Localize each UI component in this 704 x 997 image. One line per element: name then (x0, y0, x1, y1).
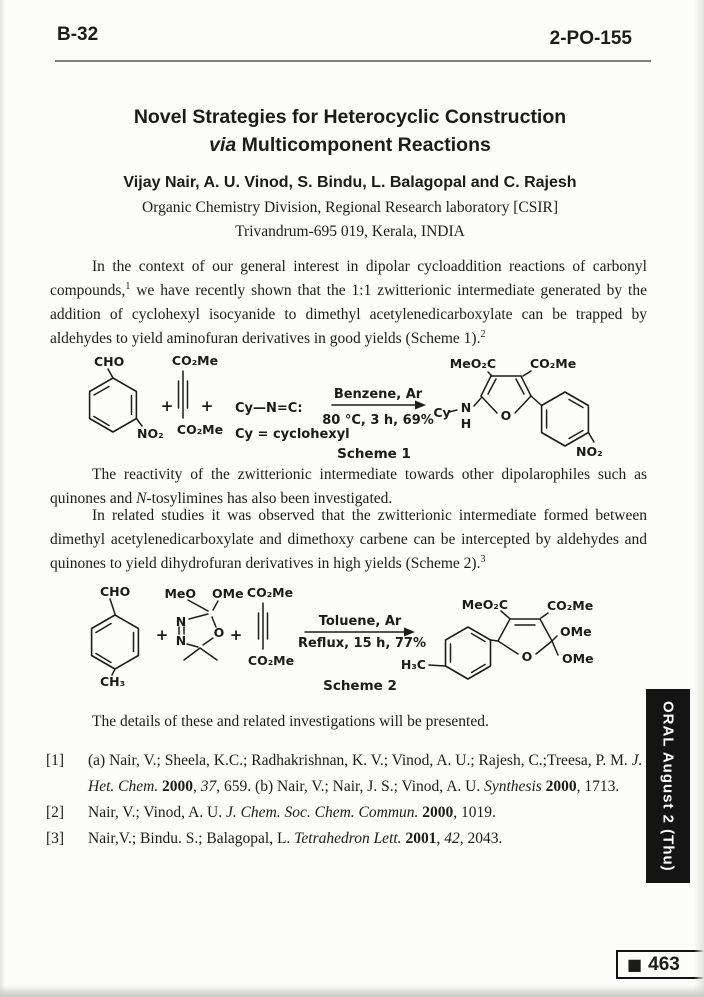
cho-label: CHO (94, 354, 125, 369)
prod-ester-right-label: CO₂Me (530, 356, 577, 371)
cho-label: CHO (100, 584, 131, 599)
paper-title-line1: Novel Strategies for Heterocyclic Construction (133, 106, 567, 128)
n-label: N (460, 400, 472, 415)
reference-list (46, 748, 650, 852)
reference-text: (a) Nair, V.; Sheela, K.C.; Radhakrishnan, K. V.; Vinod, A. U.; Rajesh, C.;Treesa, P. M. J. Het. Chem. 2000, 37, 659. (b) Nair, V.; Nair, J. S.; Vinod, A. U. Synthesis 2000, 1713. (88, 752, 643, 795)
reaction-arrow (298, 614, 426, 651)
affiliation-line1: Organic Chemistry Division, Regional Research laboratory [CSIR] (142, 199, 558, 216)
reaction-arrow (322, 387, 434, 428)
aminofuran-product-structure (433, 356, 602, 459)
plus-sign: + (229, 626, 243, 644)
conditions-top: Toluene, Ar (318, 614, 402, 629)
prod-ome-upper-label: OMe (560, 624, 592, 639)
o-label: O (500, 408, 512, 423)
conditions-bottom: Reflux, 15 h, 77% (297, 636, 427, 651)
ch3-label: CH₃ (100, 674, 126, 689)
oxadiazoline-structure (164, 586, 243, 660)
conditions-top: Benzene, Ar (333, 387, 423, 402)
dmad-structure (172, 353, 223, 437)
dihydrofuran-product-structure (401, 597, 594, 679)
n-label: N (175, 633, 187, 648)
cy-label: Cy (433, 405, 451, 420)
prod-ester-left-label: MeO₂C (461, 597, 508, 612)
paragraph-3: In related studies it was observed that the zwitterionic intermediate formed between dimethyl acetylenedicarboxylate and dimethoxy carbene can be intercepted by aldehydes and quinones to yield dihydrofuran derivatives in high yields (Scheme 2).$^3$ (50, 507, 647, 572)
prod-no2-label: NO₂ (576, 444, 603, 459)
affiliation-line2: Trivandrum-695 019, Kerala, INDIA (235, 223, 465, 240)
scan-edge-right (694, 0, 704, 997)
poster-code: 2-PO-155 (549, 28, 632, 49)
paragraph-1: In the context of our general interest in dipolar cycloaddition reactions of carbonyl compounds,$^1$ we have recently shown that the 1:1 zwitterionic intermediate generated by the addition of cyclohexyl isocyanide to dimethyl acetylenedicarboxylate can be trapped by aldehydes to yield aminofuran derivatives in good yields (Scheme 1).$^2$ (50, 258, 647, 347)
plus-sign: + (160, 397, 174, 415)
conditions-bottom: 80 °C, 3 h, 69% (322, 413, 434, 428)
session-tab: ORAL August 2 (Thu) (646, 689, 690, 883)
scheme2-diagram (38, 583, 658, 713)
h3c-label: H₃C (400, 657, 426, 672)
ester-top-label: CO₂Me (246, 585, 294, 600)
scheme1-caption: Scheme 1 (337, 446, 411, 462)
cy-definition-label: Cy = cyclohexyl (235, 427, 350, 442)
scan-edge-bottom (0, 985, 704, 997)
closing-sentence: The details of these and related investigations will be presented. (92, 713, 489, 730)
plus-sign: + (155, 626, 169, 644)
reference-number: [3] (46, 830, 65, 847)
abstract-code: B-32 (57, 24, 99, 45)
reference-text: Nair,V.; Bindu. S.; Balagopal, L. Tetrahedron Lett. 2001, 42, 2043. (88, 830, 503, 847)
ester-bottom-label: CO₂Me (247, 653, 295, 668)
prod-ester-right-label: CO₂Me (547, 598, 594, 613)
paper-title-line2: via Multicomponent Reactions (209, 134, 491, 156)
plus-sign: + (200, 397, 214, 415)
prod-ome-lower-label: OMe (562, 651, 594, 666)
header-rule (55, 60, 651, 62)
paper-title (0, 103, 700, 159)
square-marker-icon: ■ (627, 954, 643, 974)
reference-2 (46, 800, 650, 826)
scheme2-caption: Scheme 2 (323, 678, 397, 694)
tolualdehyde-structure (92, 584, 139, 689)
o-label: O (521, 649, 533, 664)
reference-1 (46, 748, 650, 800)
ome-label: OMe (212, 586, 244, 601)
reference-number: [1] (46, 752, 65, 769)
ester-bottom-label: CO₂Me (176, 422, 224, 437)
reference-text: Nair, V.; Vinod, A. U. J. Chem. Soc. Chem. Commun. 2000, 1019. (88, 804, 496, 821)
paragraph-2: The reactivity of the zwitterionic intermediate towards other dipolarophiles such as quinones and N-tosylimines has also been investigated. (50, 466, 647, 507)
page-number-box (616, 950, 704, 979)
page-number: 463 (648, 953, 680, 975)
reference-number: [2] (46, 804, 65, 821)
meo-label: MeO (164, 586, 196, 601)
reference-3 (46, 826, 650, 852)
scan-edge-left (0, 0, 5, 997)
prod-ester-left-label: MeO₂C (449, 356, 496, 371)
isocyanide-label: Cy—N=C: (235, 401, 303, 416)
n-label: N (175, 614, 187, 629)
dmad-structure (247, 585, 294, 668)
author-list: Vijay Nair, A. U. Vinod, S. Bindu, L. Balagopal and C. Rajesh (123, 174, 577, 191)
nitrobenzaldehyde-structure (90, 354, 164, 441)
h-label: H (460, 416, 472, 431)
no2-label: NO₂ (137, 426, 164, 441)
ester-top-label: CO₂Me (171, 353, 219, 368)
o-label: O (213, 625, 225, 640)
